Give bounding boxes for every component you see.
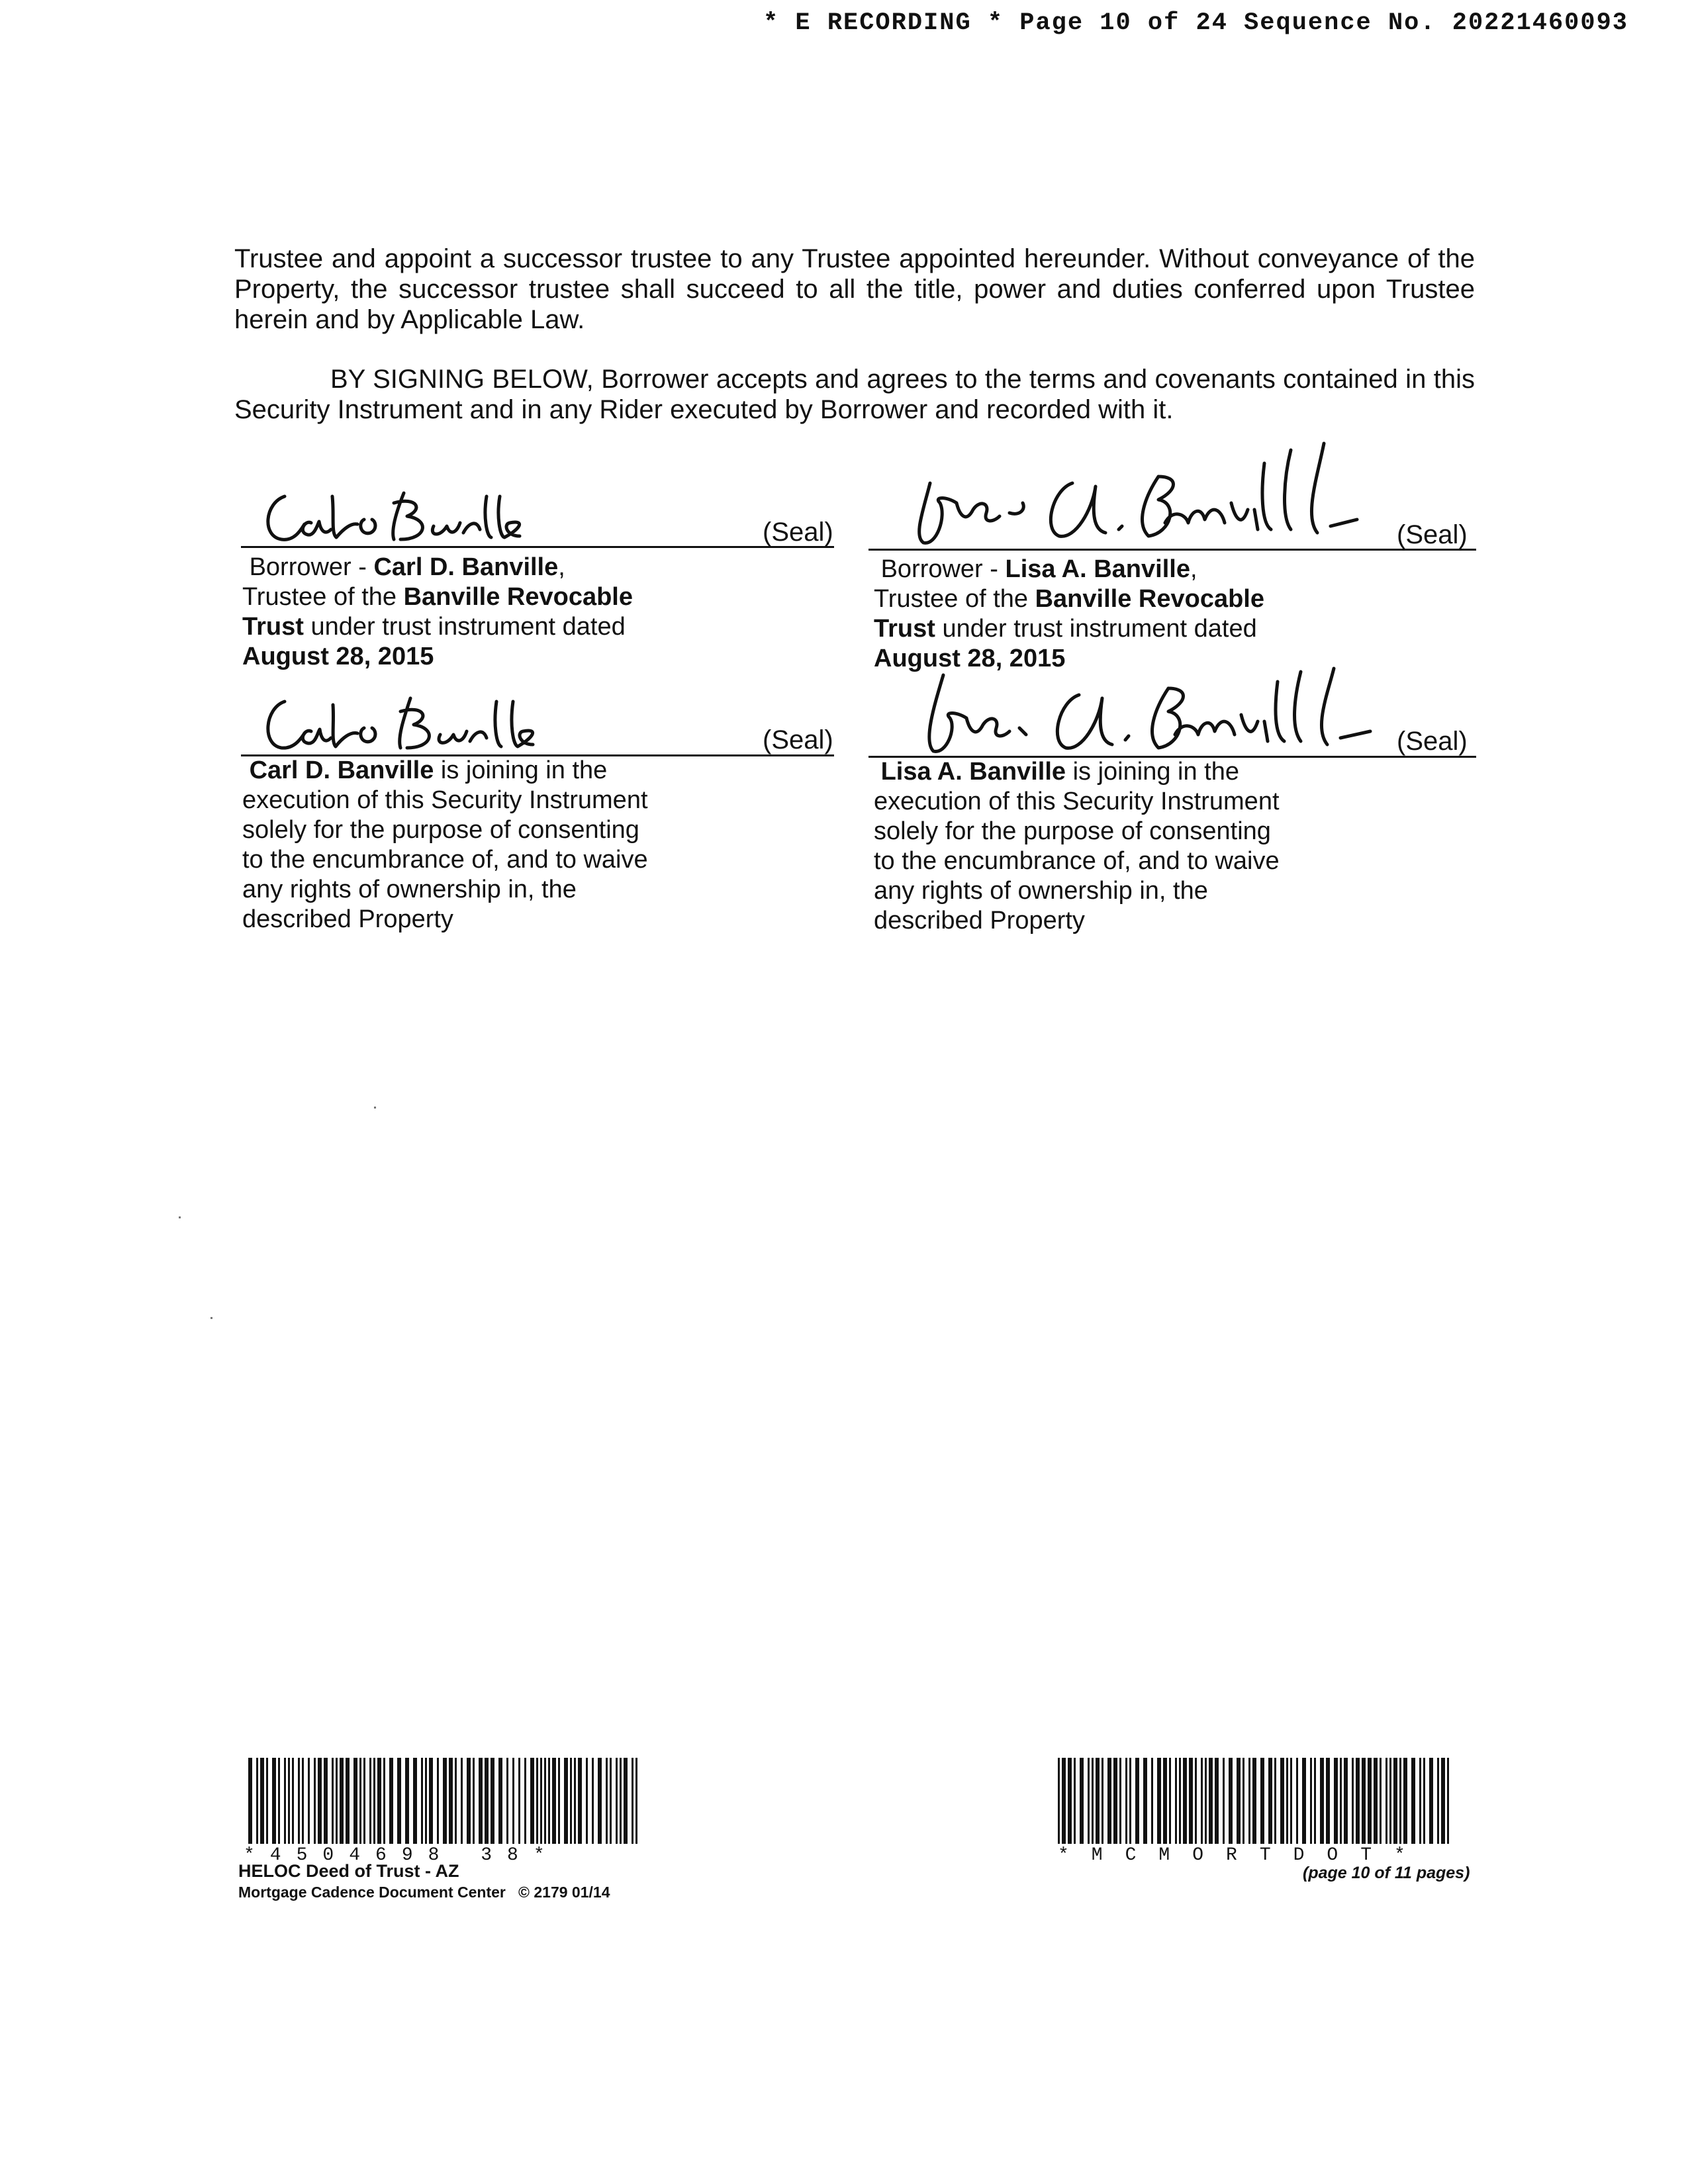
barcode-bar <box>318 1758 322 1844</box>
barcode-left <box>248 1758 645 1844</box>
barcode-bar <box>1399 1758 1401 1844</box>
barcode-bar <box>1125 1758 1127 1844</box>
barcode-bar <box>1163 1758 1167 1844</box>
barcode-bar <box>284 1758 286 1844</box>
barcode-bar <box>346 1758 350 1844</box>
scan-speck <box>179 1216 181 1218</box>
barcode-bar <box>292 1758 294 1844</box>
barcode-bar <box>1447 1758 1449 1844</box>
consent-name-carl: Carl D. Banville <box>249 756 434 784</box>
barcode-bar <box>1380 1758 1382 1844</box>
barcode-bar <box>373 1758 375 1844</box>
barcode-bar <box>1175 1758 1177 1844</box>
trust-word: Trust <box>874 615 935 643</box>
barcode-bar <box>377 1758 381 1844</box>
barcode-bar <box>1340 1758 1342 1844</box>
consent-line4-carl: to the encumbrance of, and to waive <box>242 846 648 874</box>
barcode-bar <box>248 1758 252 1844</box>
barcode-bar <box>421 1758 423 1844</box>
barcode-bar <box>1314 1758 1316 1844</box>
barcode-bar <box>624 1758 628 1844</box>
barcode-bar <box>1215 1758 1219 1844</box>
barcode-bar <box>1189 1758 1193 1844</box>
barcode-bar <box>1362 1758 1366 1844</box>
barcode-bar <box>467 1758 471 1844</box>
borrower-line-lisa <box>874 555 1337 584</box>
barcode-bar <box>564 1758 568 1844</box>
trustee-line-carl <box>242 582 706 612</box>
barcode-bar <box>1092 1758 1094 1844</box>
barcode-bar <box>1423 1758 1425 1844</box>
barcode-bar <box>632 1758 633 1844</box>
barcode-bar <box>1179 1758 1181 1844</box>
trustee-line-lisa <box>874 584 1337 614</box>
barcode-bar <box>1352 1758 1354 1844</box>
barcode-bar <box>324 1758 328 1844</box>
barcode-bar <box>1374 1758 1378 1844</box>
trust-word: Trust <box>242 613 304 641</box>
barcode-bar <box>1195 1758 1197 1844</box>
barcode-bar <box>1403 1758 1407 1844</box>
barcode-bar <box>570 1758 572 1844</box>
barcode-bar <box>363 1758 365 1844</box>
borrower-suffix: , <box>558 553 565 581</box>
trust-date: August 28, 2015 <box>874 645 1066 672</box>
barcode-bar <box>512 1758 514 1844</box>
barcode-bar <box>1205 1758 1207 1844</box>
barcode-bar <box>1437 1758 1439 1844</box>
consent-line2-carl: execution of this Security Instrument <box>242 786 648 814</box>
consent-line6-carl: described Property <box>242 905 453 933</box>
barcode-bar <box>369 1758 371 1844</box>
barcode-bar <box>332 1758 334 1844</box>
barcode-bar <box>518 1758 520 1844</box>
barcode-bar <box>530 1758 534 1844</box>
barcode-bar <box>340 1758 344 1844</box>
consent-name-lisa: Lisa A. Banville <box>880 758 1066 786</box>
barcode-bar <box>298 1758 300 1844</box>
barcode-bar <box>1252 1758 1256 1844</box>
consent-line3-carl: solely for the purpose of consenting <box>242 816 639 844</box>
consent-text1: is joining in the <box>1066 758 1239 786</box>
barcode-bar <box>548 1758 550 1844</box>
barcode-bar <box>1080 1758 1084 1844</box>
barcode-bar <box>1320 1758 1324 1844</box>
barcode-bar <box>443 1758 447 1844</box>
form-source-text: Mortgage Cadence Document Center <box>238 1884 506 1901</box>
consent-line1-carl <box>242 756 706 786</box>
signature-lisa-banville <box>894 437 1410 556</box>
barcode-bar <box>610 1758 612 1844</box>
barcode-bar <box>1229 1758 1233 1844</box>
form-code: © 2179 01/14 <box>518 1884 610 1901</box>
form-title: HELOC Deed of Trust - AZ <box>238 1861 459 1881</box>
barcode-left-text: *4504698 38* <box>244 1845 560 1866</box>
barcode-bar <box>1058 1758 1060 1844</box>
barcode-bar <box>383 1758 385 1844</box>
barcode-bar <box>1368 1758 1372 1844</box>
barcode-bar <box>620 1758 622 1844</box>
barcode-bar <box>606 1758 608 1844</box>
barcode-bar <box>288 1758 290 1844</box>
barcode-bar <box>1068 1758 1072 1844</box>
barcode-bar <box>1135 1758 1139 1844</box>
barcode-bar <box>491 1758 494 1844</box>
barcode-bar <box>1344 1758 1348 1844</box>
barcode-bar <box>586 1758 588 1844</box>
trust-date-carl <box>242 642 706 672</box>
barcode-bar <box>1274 1758 1276 1844</box>
barcode-bar <box>1296 1758 1298 1844</box>
scan-speck <box>374 1107 376 1109</box>
barcode-bar <box>389 1758 393 1844</box>
barcode-bar <box>578 1758 582 1844</box>
barcode-bar <box>413 1758 417 1844</box>
paragraph-trustee: Trustee and appoint a successor trustee to any Trustee appointed hereunder. Without conveyance of the Property, the successor trustee shall succeed to all the title, power and duties conferred upon Trustee herein and by Applicable Law. <box>234 244 1475 334</box>
borrower-prefix: Borrower - <box>249 553 374 581</box>
barcode-bar <box>1310 1758 1312 1844</box>
barcode-bar <box>1074 1758 1076 1844</box>
barcode-bar <box>1107 1758 1111 1844</box>
barcode-bar <box>1268 1758 1272 1844</box>
trust-line-lisa <box>874 614 1337 644</box>
barcode-bar <box>1143 1758 1147 1844</box>
borrower-line-carl <box>242 553 706 582</box>
barcode-bar <box>272 1758 276 1844</box>
barcode-bar <box>461 1758 463 1844</box>
barcode-right-text: *MCMORTDOT* <box>1058 1845 1428 1866</box>
consent-line4-lisa: to the encumbrance of, and to waive <box>874 847 1280 875</box>
trust-line-carl <box>242 612 706 642</box>
barcode-bar <box>552 1758 556 1844</box>
barcode-bar <box>455 1758 457 1844</box>
paragraph-by-signing <box>234 364 1475 425</box>
barcode-bar <box>1237 1758 1241 1844</box>
consent-text1: is joining in the <box>434 756 608 784</box>
barcode-bar <box>1393 1758 1397 1844</box>
barcode-bar <box>359 1758 361 1844</box>
borrower-prefix: Borrower - <box>880 555 1006 583</box>
barcode-bar <box>1201 1758 1203 1844</box>
barcode-bar <box>256 1758 258 1844</box>
barcode-bar <box>405 1758 409 1844</box>
barcode-bar <box>1243 1758 1244 1844</box>
barcode-bar <box>425 1758 427 1844</box>
barcode-bar <box>1419 1758 1421 1844</box>
barcode-bar <box>1290 1758 1292 1844</box>
seal-label-4: (Seal) <box>1397 727 1468 756</box>
barcode-bar <box>498 1758 502 1844</box>
barcode-bar <box>437 1758 439 1844</box>
borrower-block-carl <box>242 553 706 672</box>
barcode-bar <box>1260 1758 1264 1844</box>
barcode-bar <box>1326 1758 1330 1844</box>
barcode-bar <box>1151 1758 1153 1844</box>
barcode-bar <box>479 1758 483 1844</box>
barcode-bar <box>616 1758 618 1844</box>
trust-date: August 28, 2015 <box>242 643 434 670</box>
barcode-bar <box>1302 1758 1306 1844</box>
trustee-of: Trustee of the <box>242 583 404 611</box>
barcode-bar <box>1062 1758 1066 1844</box>
barcode-bar <box>1129 1758 1131 1844</box>
barcode-bar <box>314 1758 316 1844</box>
barcode-bar <box>1248 1758 1250 1844</box>
barcode-bar <box>524 1758 526 1844</box>
consent-block-lisa <box>874 757 1337 936</box>
barcode-bar <box>1183 1758 1187 1844</box>
barcode-bar <box>278 1758 280 1844</box>
borrower-name-carl: Carl D. Banville <box>373 553 559 581</box>
barcode-bar <box>635 1758 637 1844</box>
seal-label-2: (Seal) <box>1397 520 1468 549</box>
barcode-bar <box>1157 1758 1161 1844</box>
barcode-bar <box>1113 1758 1117 1844</box>
barcode-bar <box>598 1758 602 1844</box>
seal-label-1: (Seal) <box>763 518 833 547</box>
barcode-bar <box>429 1758 433 1844</box>
barcode-bar <box>1389 1758 1391 1844</box>
borrower-name-lisa: Lisa A. Banville <box>1005 555 1190 583</box>
barcode-bar <box>574 1758 576 1844</box>
signature-carl-banville <box>258 483 576 549</box>
barcode-bar <box>592 1758 594 1844</box>
consent-line6-lisa: described Property <box>874 907 1085 934</box>
trust-instrument-text: under trust instrument dated <box>935 615 1257 643</box>
trust-name: Banville Revocable <box>1035 585 1264 613</box>
recording-header: * E RECORDING * Page 10 of 24 Sequence No. 20221460093 <box>763 9 1628 37</box>
barcode-bar <box>1385 1758 1387 1844</box>
seal-label-3: (Seal) <box>763 725 833 754</box>
barcode-bar <box>1119 1758 1121 1844</box>
barcode-bar <box>558 1758 560 1844</box>
borrower-suffix: , <box>1190 555 1197 583</box>
barcode-bar <box>1334 1758 1338 1844</box>
barcode-bar <box>536 1758 538 1844</box>
page-of-pages: (page 10 of 11 pages) <box>1303 1864 1470 1882</box>
barcode-bar <box>506 1758 508 1844</box>
signature-lisa-banville-consent <box>897 662 1413 768</box>
scan-speck <box>211 1317 212 1319</box>
barcode-bar <box>1429 1758 1433 1844</box>
form-source <box>238 1884 610 1901</box>
barcode-bar <box>485 1758 489 1844</box>
consent-line1-lisa <box>874 757 1337 787</box>
barcode-bar <box>397 1758 401 1844</box>
barcode-bar <box>1096 1758 1100 1844</box>
barcode-bar <box>308 1758 310 1844</box>
barcode-bar <box>1356 1758 1360 1844</box>
barcode-bar <box>544 1758 546 1844</box>
barcode-bar <box>1209 1758 1213 1844</box>
consent-line2-lisa: execution of this Security Instrument <box>874 788 1280 815</box>
trust-name: Banville Revocable <box>403 583 633 611</box>
paragraph-by-signing-text: BY SIGNING BELOW, Borrower accepts and agrees to the terms and covenants contained in this Security Instrument and in any Rider executed by Borrower and recorded with it. <box>234 365 1475 424</box>
barcode-bar <box>540 1758 542 1844</box>
barcode-right <box>1058 1758 1455 1844</box>
signature-carl-banville-consent <box>255 688 612 758</box>
barcode-bar <box>1411 1758 1415 1844</box>
barcode-bar <box>473 1758 475 1844</box>
barcode-bar <box>1088 1758 1090 1844</box>
barcode-bar <box>1102 1758 1103 1844</box>
barcode-bar <box>302 1758 304 1844</box>
consent-line5-lisa: any rights of ownership in, the <box>874 877 1208 905</box>
consent-block-carl <box>242 756 706 934</box>
barcode-bar <box>266 1758 268 1844</box>
barcode-bar <box>1441 1758 1445 1844</box>
barcode-bar <box>336 1758 338 1844</box>
barcode-bar <box>260 1758 264 1844</box>
consent-line3-lisa: solely for the purpose of consenting <box>874 817 1271 845</box>
barcode-bar <box>1280 1758 1284 1844</box>
barcode-bar <box>1286 1758 1288 1844</box>
borrower-block-lisa <box>874 555 1337 674</box>
trust-instrument-text: under trust instrument dated <box>303 613 626 641</box>
trustee-of: Trustee of the <box>874 585 1035 613</box>
barcode-bar <box>449 1758 453 1844</box>
barcode-bar <box>353 1758 357 1844</box>
barcode-bar <box>1223 1758 1225 1844</box>
barcode-bar <box>1169 1758 1171 1844</box>
consent-line5-carl: any rights of ownership in, the <box>242 876 577 903</box>
